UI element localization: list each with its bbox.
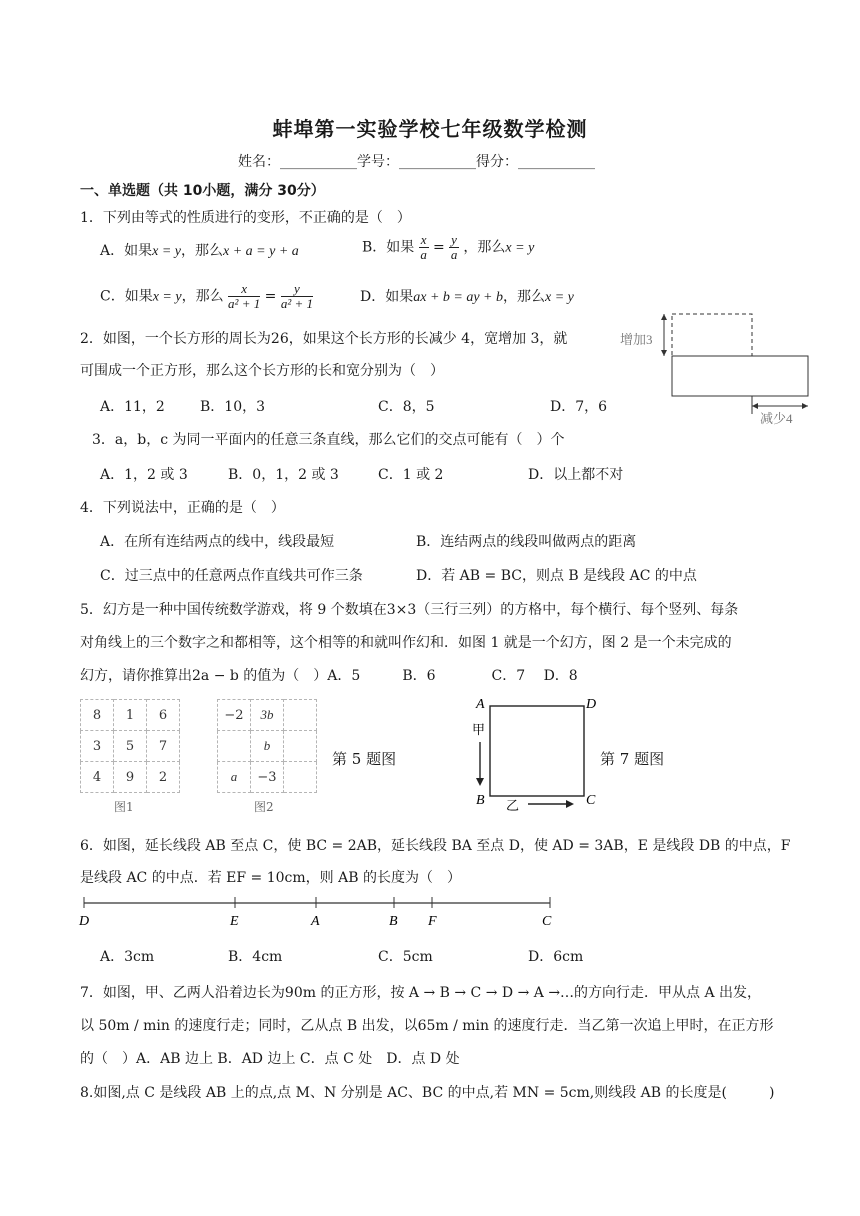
fraction: $\frac{y}{\text{a² + 1}}$: [280, 281, 314, 311]
q6-option-a: A．3cm: [100, 949, 155, 965]
q7-figure-caption: 第 7 题图: [600, 750, 665, 768]
q3-stem: 3．a，b，c 为同一平面内的任意三条直线，那么它们的交点可能有（ ）个: [92, 432, 565, 448]
q7-line1: 7．如图，甲、乙两人沿着边长为90m 的正方形，按 A → B → C → D → A →…的方向行走．甲从点 A 出发，: [80, 985, 762, 1001]
rectangle-figure: [612, 306, 812, 426]
q6-line2: 是线段 AC 的中点．若 EF = 10cm，则 AB 的长度为（ ）: [80, 870, 461, 886]
q3-option-d: D．以上都不对: [528, 467, 624, 483]
svg-text:A: A: [311, 914, 320, 929]
svg-text:B: B: [476, 793, 485, 808]
student-info-line: 姓名：___________学号：___________得分：___________: [238, 154, 595, 170]
jia-label: 甲: [472, 722, 486, 737]
q1-option-b: B．如果 $\frac{x}{a}$ = $\frac{y}{a}$ ，那么x = y: [362, 232, 535, 262]
q2-option-b: B．10，3: [200, 399, 266, 415]
q4-option-c: C．过三点中的任意两点作直线共可作三条: [100, 568, 363, 584]
fraction: $\frac{x}{a}$: [420, 232, 427, 262]
yi-label: 乙: [506, 798, 520, 812]
magic-square-1: 8 1 6 3 5 7 4 9 2: [80, 699, 180, 793]
q6-option-d: D．6cm: [528, 949, 584, 965]
q1-stem: 1．下列由等式的性质进行的变形，不正确的是（ ）: [80, 210, 411, 226]
segment-figure: [76, 895, 566, 931]
fraction: $\frac{x}{\text{a² + 1}}$: [228, 281, 261, 311]
q1-option-a: A．如果x = y，那么x + a = y + a: [100, 243, 299, 259]
svg-text:E: E: [230, 914, 239, 929]
q3-option-b: B．0，1，2 或 3: [228, 467, 339, 483]
q8-line1: 8.如图,点 C 是线段 AB 上的点,点 M、N 分别是 AC、BC 的中点,若 MN = 5cm,则线段 AB 的长度是( ): [80, 1085, 775, 1101]
q5-line2: 对角线上的三个数字之和都相等，这个相等的和就叫作幻和．如图 1 就是一个幻方，图 2 是一个未完成的: [80, 635, 732, 651]
svg-text:F: F: [428, 914, 437, 929]
q3-option-a: A．1，2 或 3: [100, 467, 188, 483]
fig2-label: 图2: [254, 800, 274, 814]
svg-text:A: A: [476, 697, 485, 712]
q5-line3: 幻方，请你推算出2a − b 的值为（ ）A．5 B．6 C．7 D．8: [80, 668, 578, 684]
q2-option-a: A．11，2: [100, 399, 165, 415]
increase-label: 增加3: [620, 332, 653, 347]
page-title: 蚌埠第一实验学校七年级数学检测: [272, 117, 588, 141]
q2-option-d: D．7，6: [550, 399, 608, 415]
q4-option-d: D．若 AB = BC，则点 B 是线段 AC 的中点: [416, 568, 697, 584]
q3-option-c: C．1 或 2: [378, 467, 444, 483]
q6-line1: 6．如图，延长线段 AB 至点 C，使 BC = 2AB，延长线段 BA 至点 D，使 AD = 3AB，E 是线段 DB 的中点，F: [80, 838, 791, 854]
square-path-figure: [468, 694, 608, 812]
fraction: $\frac{y}{a}$: [450, 232, 458, 262]
q6-option-c: C．5cm: [378, 949, 433, 965]
q4-option-b: B．连结两点的线段叫做两点的距离: [416, 534, 637, 550]
q4-stem: 4．下列说法中，正确的是（ ）: [80, 500, 285, 516]
magic-square-2: −2 3b b a −3: [217, 699, 317, 793]
svg-text:D: D: [79, 914, 90, 929]
decrease-label: 减少4: [760, 411, 793, 426]
q1-option-d: D．如果ax + b = ay + b，那么x = y: [360, 289, 574, 305]
q6-option-b: B．4cm: [228, 949, 283, 965]
svg-text:C: C: [542, 914, 552, 929]
svg-text:C: C: [586, 793, 596, 808]
q2-option-c: C．8，5: [378, 399, 435, 415]
section-heading: 一、单选题（共 10小题，满分 30分）: [80, 183, 325, 199]
svg-text:D: D: [586, 697, 597, 712]
q2-line2: 可围成一个正方形，那么这个长方形的长和宽分别为（ ）: [80, 363, 444, 379]
q2-line1: 2．如图，一个长方形的周长为26，如果这个长方形的长减少 4，宽增加 3，就: [80, 331, 568, 347]
q1-option-c: C．如果x = y，那么 $\frac{x}{\text{a² + 1}}$ = $\frac{y}{\text{a² + 1}}$: [100, 281, 314, 311]
q7-line2: 以 50m / min 的速度行走；同时，乙从点 B 出发，以65m / min 的速度行走．当乙第一次追上甲时，在正方形: [80, 1018, 774, 1034]
svg-text:B: B: [389, 914, 398, 929]
q5-figure-caption: 第 5 题图: [332, 750, 397, 768]
q5-line1: 5．幻方是一种中国传统数学游戏，将 9 个数填在3×3（三行三列）的方格中，每个横行、每个竖列、每条: [80, 602, 739, 618]
q4-option-a: A．在所有连结两点的线中，线段最短: [100, 534, 335, 550]
fig1-label: 图1: [114, 800, 134, 814]
q7-line3: 的（ ）A．AB 边上 B．AD 边上 C．点 C 处 D．点 D 处: [80, 1051, 460, 1067]
